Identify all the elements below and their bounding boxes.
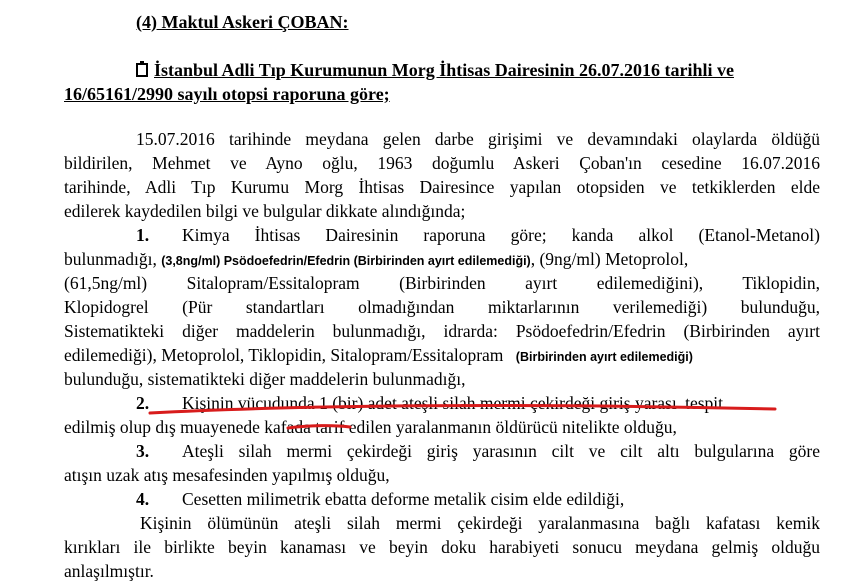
intro-line-1: 15.07.2016 tarihinde meydana gelen darbe girişimi ve devamındaki olaylarda öldüğü xyxy=(136,129,820,149)
item-1-inserted-note: (3,8ng/ml) Psödoefedrin/Efedrin (Birbirinden ayırt edilemediği) xyxy=(161,254,531,268)
item-1-line-1: Kimya İhtisas Dairesinin raporuna göre; kanda alkol (Etanol-Metanol) xyxy=(182,225,820,245)
conclusion-line-2: kırıkları ile birlikte beyin kanaması ve beyin doku harabiyeti sonucu meydana gelmiş olduğu xyxy=(64,537,820,557)
item-1-inserted-note-2: (Birbirinden ayırt edilemediği) xyxy=(515,350,693,364)
item-1-line-6 xyxy=(64,343,693,369)
item-1-line-4: Klopidogrel (Pür standartları olmadığından miktarlarının verilemediği) bulunduğu, xyxy=(64,297,820,317)
item-1-line-5: Sistematikteki diğer maddelerin bulunmadığı, idrarda: Psödoefedrin/Efedrin (Birbirinden ayırt xyxy=(64,321,820,341)
section-title: (4) Maktul Askeri ÇOBAN: xyxy=(136,12,349,32)
intro-line-4: edilerek kaydedilen bilgi ve bulgular dikkate alındığında; xyxy=(64,201,466,221)
item-2-number: 2. xyxy=(136,393,150,413)
subtitle-text-1: İstanbul Adli Tıp Kurumunun Morg İhtisas Dairesinin 26.07.2016 tarihli ve xyxy=(154,60,734,80)
item-1-text: bulunmadığı, xyxy=(64,249,157,269)
item-1-text-6: edilemediği), Metoprolol, Tiklopidin, Sitalopram/Essitalopram xyxy=(64,345,504,365)
item-1-text-cont: , (9ng/ml) Metoprolol, xyxy=(530,249,689,269)
item-2-text: tespit xyxy=(685,393,724,413)
item-3-line-1: Ateşli silah mermi çekirdeği giriş yarasının cilt ve cilt altı bulgularına göre xyxy=(182,441,820,461)
item-1-number: 1. xyxy=(136,225,150,245)
conclusion-line-3: anlaşılmıştır. xyxy=(64,561,154,581)
subtitle-line-2: 16/65161/2990 sayılı otopsi raporuna göre; xyxy=(64,84,390,104)
item-2-text-3: tarif edilen yaralanmanın öldürücü nitelikte olduğu, xyxy=(315,417,677,437)
intro-line-3: tarihinde, Adli Tıp Kurumu Morg İhtisas Dairesince yapılan otopsiden ve tetkiklerden elde xyxy=(64,177,820,197)
item-2-line-1 xyxy=(182,391,723,415)
item-1-line-3: (61,5ng/ml) Sitalopram/Essitalopram (Birbirinden ayırt edilemediğini), Tiklopidin, xyxy=(64,273,820,293)
clipboard-icon xyxy=(136,63,148,77)
item-4-line-1: Cesetten milimetrik ebatta deforme metalik cisim elde edildiği, xyxy=(182,489,625,509)
item-2-line-2 xyxy=(64,415,677,439)
item-1-line-7: bulunduğu, sistematikteki diğer maddelerin bulunmadığı, xyxy=(64,369,466,389)
conclusion-line-1: Kişinin ölümünün ateşli silah mermi çekirdeği yaralanmasına bağlı kafatası kemik xyxy=(140,513,820,533)
item-3-number: 3. xyxy=(136,441,150,461)
item-2-highlighted-text: Kişinin vücudunda 1 (bir) adet ateşli silah mermi çekirdeği giriş yarası xyxy=(182,393,677,413)
item-2-text-2: edilmiş olup dış muayenede xyxy=(64,417,260,437)
item-4-number: 4. xyxy=(136,489,150,509)
intro-line-2: bildirilen, Mehmet ve Ayno oğlu, 1963 doğumlu Askeri Çoban'ın cesedine 16.07.2016 xyxy=(64,153,820,173)
subtitle-line-1 xyxy=(136,60,734,81)
item-1-line-2 xyxy=(64,247,688,273)
item-2-highlighted-word: kafada xyxy=(264,417,311,437)
item-3-line-2: atışın uzak atış mesafesinden yapılmış olduğu, xyxy=(64,465,390,485)
